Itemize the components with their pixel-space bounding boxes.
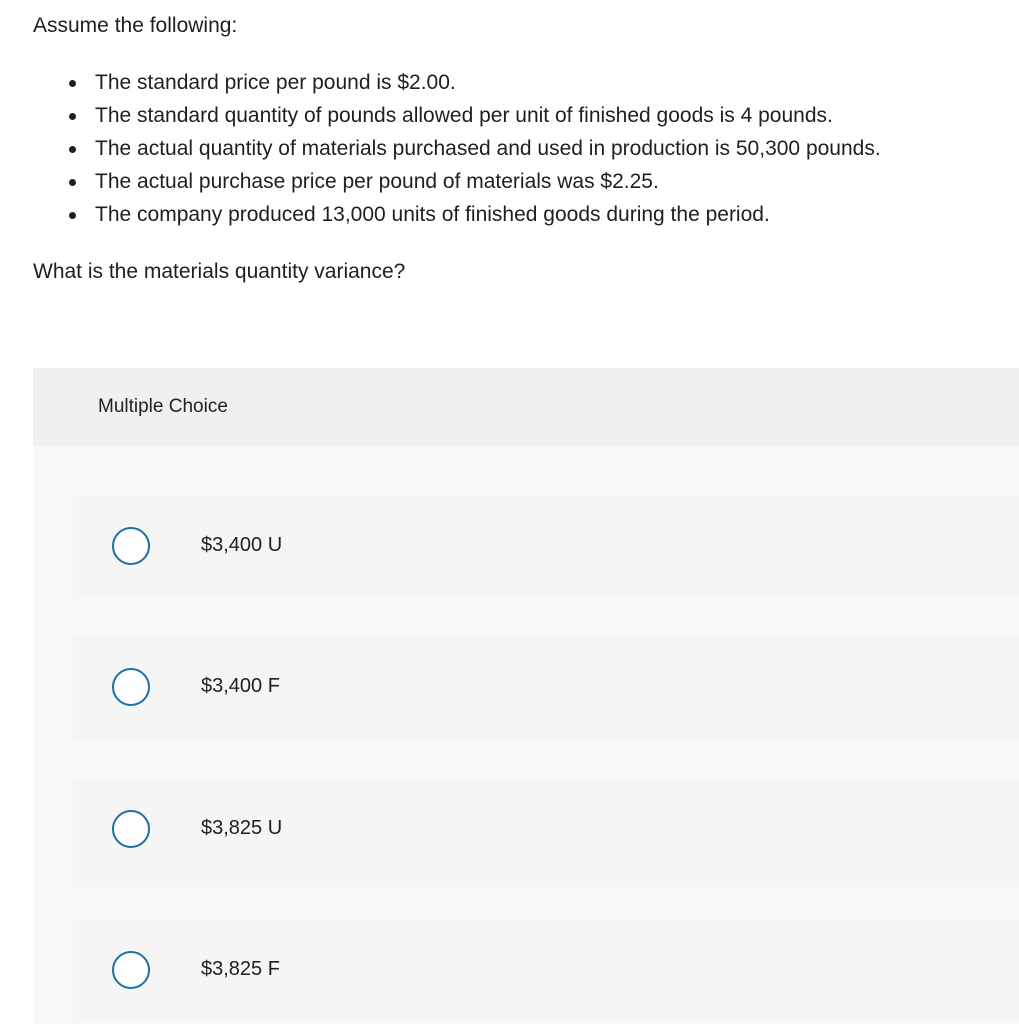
- radio-button-icon[interactable]: [112, 810, 150, 848]
- bullet-icon: [69, 212, 76, 219]
- assumptions-list: [66, 68, 881, 233]
- radio-button-icon[interactable]: [112, 668, 150, 706]
- question-intro: Assume the following:: [33, 14, 238, 37]
- multiple-choice-panel: [33, 368, 1019, 1024]
- assumption-text: The actual quantity of materials purchased and used in production is 50,300 pounds.: [95, 137, 881, 160]
- assumption-text: The actual purchase price per pound of materials was $2.25.: [95, 170, 659, 193]
- choice-option-3[interactable]: [73, 779, 1019, 881]
- choice-option-2[interactable]: [73, 637, 1019, 739]
- multiple-choice-header: [33, 368, 1019, 446]
- bullet-icon: [69, 80, 76, 87]
- bullet-icon: [69, 179, 76, 186]
- assumption-text: The standard price per pound is $2.00.: [95, 71, 456, 94]
- radio-button-icon[interactable]: [112, 527, 150, 565]
- choice-label: $3,825 F: [201, 958, 280, 980]
- choice-label: $3,400 F: [201, 675, 280, 697]
- bullet-icon: [69, 113, 76, 120]
- multiple-choice-title: Multiple Choice: [98, 396, 228, 417]
- radio-button-icon[interactable]: [112, 951, 150, 989]
- assumption-item: [66, 68, 881, 101]
- choice-option-4[interactable]: [73, 920, 1019, 1022]
- assumption-text: The standard quantity of pounds allowed per unit of finished goods is 4 pounds.: [95, 104, 833, 127]
- bullet-icon: [69, 146, 76, 153]
- assumption-item: [66, 134, 881, 167]
- choice-label: $3,825 U: [201, 817, 283, 839]
- question-prompt: What is the materials quantity variance?: [33, 260, 406, 283]
- assumption-text: The company produced 13,000 units of finished goods during the period.: [95, 203, 770, 226]
- assumption-item: [66, 101, 881, 134]
- choice-option-1[interactable]: [73, 496, 1019, 598]
- choice-label: $3,400 U: [201, 534, 283, 556]
- assumption-item: [66, 200, 881, 233]
- assumption-item: [66, 167, 881, 200]
